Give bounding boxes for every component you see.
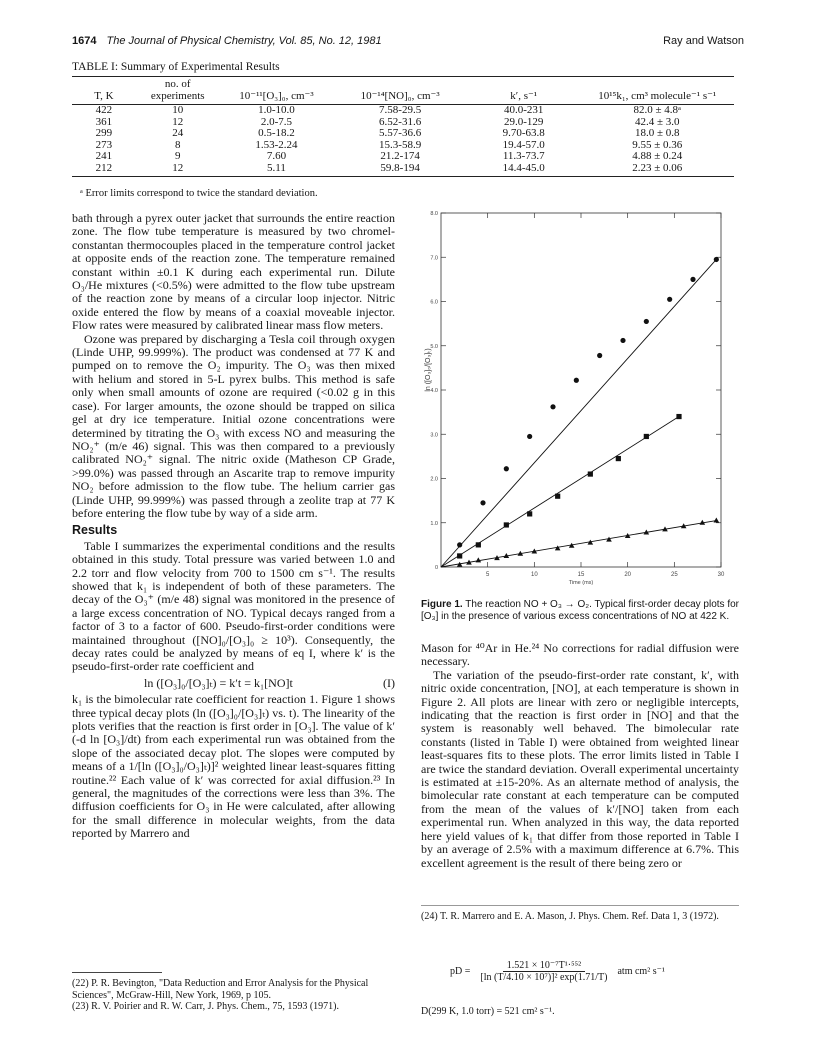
series-circle	[441, 257, 719, 567]
col-header-no: 10⁻¹⁴[NO]₀, cm⁻³	[333, 77, 467, 105]
x-tick-label: 10	[530, 572, 538, 578]
table-cell: 19.4-57.0	[502, 138, 545, 151]
table-row	[72, 163, 734, 177]
table-cell: 212	[72, 163, 136, 177]
y-tick-label: 1.0	[430, 520, 438, 527]
figure-caption	[421, 599, 739, 622]
data-point	[676, 414, 681, 419]
right-column	[421, 642, 739, 870]
table-cell: 4.88 ± 0.24	[632, 150, 683, 162]
table-cell: 9	[174, 150, 181, 162]
table-cell: 273	[95, 138, 113, 151]
data-point	[457, 553, 462, 558]
x-tick-label: 5	[485, 572, 490, 578]
paragraph: The variation of the pseudo-first-order rate constant, k′, with nitric oxide concentration, [NO], at each temperature is shown in Figure 2. All plots are linear with zero or negligible intercepts, indicating that the reaction is first order in [NO] and that the system is reasonably well behaved. The bimolecular rate constants (listed in Table I) were obtained from weighted linear least-squares fits to these plots. The error limits listed in Table I are twice the standard deviation. Overall experimental uncertainty is estimated at ±15-20%. As an alternate method of analysis, the bimolecular rate constant at each temperature can be computed from the mean of the values of k′/[NO] taken from each experimental run. When analyzed in this way, the data reported here yield values of k₁ that differ from those reported in Table I by an average of 2.5% with a maximum difference at 6.7%. This excellent agreement is the result of there being zero or	[421, 667, 739, 870]
running-header	[72, 35, 744, 51]
y-tick-label: 8.0	[430, 211, 438, 217]
figure-caption-label: Figure 1.	[421, 599, 463, 610]
data-point	[527, 434, 532, 439]
table-cell: 7.60	[266, 150, 287, 162]
data-point	[574, 378, 579, 383]
col-header-k1: 10¹⁵k₁, cm³ molecule⁻¹ s⁻¹	[580, 77, 734, 105]
table-cell: 422	[95, 104, 113, 116]
table-cell: 18.0 ± 0.8	[634, 127, 680, 139]
journal-name: The Journal of Physical Chemistry, Vol. 85, No. 12, 1981	[106, 35, 382, 47]
diffusion-value: D(299 K, 1.0 torr) = 521 cm² s⁻¹.	[421, 1006, 555, 1017]
data-point	[644, 434, 649, 439]
table-cell: 42.4 ± 3.0	[634, 115, 680, 128]
paragraph: Table I summarizes the experimental conditions and the results obtained in this study. Total pressure was varied between 1.0 and 2.2 torr and flow velocity from 700 to 1500 cm s⁻¹. The results showed that k₁ is independent of both of these parameters. The decay of the O₃⁺ (m/e 48) signal was monitored in the presence of a large excess concentration of NO. Typical decays ranged from a factor of 3 to a factor of 600. Pseudo-first-order conditions were maintained throughout ([NO]₀/[O₃]₀ ≥ 10³). Consequently, the decay rates could be analyzed by means of eq I, where k′ is the pseudo-first-order rate coefficient and	[72, 538, 395, 674]
table-cell: 21.2-174	[380, 150, 420, 162]
data-point	[555, 494, 560, 499]
table-body	[72, 105, 734, 177]
pd-denominator: [ln (T/4.10 × 10⁷)]² exp(1.71/T)	[480, 972, 608, 983]
data-point	[667, 297, 672, 302]
data-point	[620, 338, 625, 343]
table-cell: 5.57-36.6	[379, 127, 422, 139]
data-point	[644, 319, 649, 324]
section-heading: Results	[72, 523, 118, 538]
table-cell: 9.70-63.8	[502, 127, 545, 139]
footnote-24: (24) T. R. Marrero and E. A. Mason, J. Phys. Chem. Ref. Data 1, 3 (1972).	[421, 911, 719, 922]
table-row	[72, 128, 734, 140]
table-cell: 5.11	[220, 163, 334, 177]
footnote-23: (23) R. V. Poirier and R. W. Carr, J. Phys. Chem., 75, 1593 (1971).	[72, 1001, 340, 1012]
x-tick-label: 25	[670, 572, 678, 578]
pd-numerator: 1.521 × 10⁻⁷T¹·⁵⁵²	[503, 960, 585, 972]
equation-1	[72, 674, 395, 693]
col-header-experiments: no. of experiments	[136, 77, 220, 105]
y-tick-label: 0	[434, 565, 438, 571]
series-triangle	[441, 518, 719, 567]
col-header-o3: 10⁻¹¹[O₃]₀, cm⁻³	[220, 77, 334, 105]
y-tick-label: 4.0	[430, 388, 438, 394]
table-header-row	[72, 77, 734, 105]
series-fit-line	[441, 521, 716, 567]
series-fit-line	[441, 259, 716, 567]
data-point	[690, 277, 695, 282]
table-cell: 24	[172, 127, 184, 139]
header-left	[72, 35, 382, 47]
figure-caption-text: The reaction NO + O₃ → O₂. Typical first-order decay plots for [O₃] in the presence of various excess concentrations of NO at 422 K.	[421, 599, 739, 622]
data-point	[616, 456, 621, 461]
table-cell: 59.8-194	[333, 163, 467, 177]
data-point	[476, 542, 481, 547]
paragraph: Ozone was prepared by discharging a Tesla coil through oxygen (Linde UHP, 99.999%). The product was condensed at 77 K and pumped on to remove the O₂ impurity. The O₃ was then mixed with helium and stored in 5-L pyrex bulbs. This method is safe only when small amounts of ozone are required (<0.02 g in this case). For larger amounts, the ozone should be trapped on silica gel at dry ice temperature. Initial ozone concentrations were determined by titrating the O₃ with excess NO and measuring the NO₂⁺ (m/e 46) signal. This was then compared to a previously calibrated NO₂⁺ signal. The nitric oxide (Matheson CP Grade, >99.0%) was passed through an Ascarite trap to remove impurity NO₂ before admission to the flow tube. The helium carrier gas (Linde UHP, 99.999%) was passed through a zeolite trap at 77 K before entering the flow tube by way of a side arm.	[72, 331, 395, 520]
data-point	[457, 542, 462, 547]
data-point	[504, 522, 509, 527]
table-cell: 8	[174, 138, 181, 151]
table-cell: 2.0-7.5	[260, 115, 293, 128]
data-point	[714, 257, 719, 262]
table-cell: 1.0-10.0	[258, 104, 295, 116]
data-point	[476, 557, 482, 562]
paragraph: bath through a pyrex outer jacket that surrounds the entire reaction zone. The flow tube temperature is measured by two chromel-constantan thermocouples placed in the temperature control jacket at opposite ends of the reaction zone. The temperature remained constant within ±0.1 K during each experimental run. Dilute O₃/He mixtures (<0.5%) were admitted to the flow tube upstream of the reaction zone by means of a circular loop injector. Nitric oxide entered the flow by means of a coaxial moveable injector. Flow rates were measured by calibrated linear mass flow meters.	[72, 211, 395, 333]
figure-1-plot	[421, 205, 733, 591]
plot-frame	[441, 213, 721, 567]
x-tick-label: 30	[717, 572, 725, 578]
x-axis-label: Time (ms)	[568, 580, 594, 586]
footnote-rule	[72, 972, 162, 973]
table-cell: 7.58-29.5	[379, 104, 422, 116]
table-cell: 11.3-73.7	[502, 150, 545, 162]
y-tick-label: 5.0	[430, 343, 438, 350]
table-cell: 9.55 ± 0.36	[632, 138, 683, 151]
table-cell: 82.0 ± 4.8ᵃ	[633, 104, 681, 116]
data-point	[714, 518, 720, 523]
x-tick-label: 20	[624, 572, 632, 578]
x-tick-label: 15	[577, 572, 585, 578]
table-cell: 0.5-18.2	[258, 127, 295, 139]
header-authors: Ray and Watson	[663, 35, 744, 47]
y-tick-label: 3.0	[430, 432, 438, 439]
footnotes-left	[72, 978, 395, 1013]
y-axis-label: ln ([O₃]₀/[O₃]ₜ)	[425, 348, 432, 392]
table-cell: 12	[172, 115, 184, 128]
paragraph: k₁ is the bimolecular rate coefficient for reaction 1. Figure 1 shows three typical decay plots (ln ([O₃]₀/[O₃]ₜ) vs. t). The linearity of the plots verifies that the reaction is first order in [O₃]. The value of k′(-d ln [O₃]/dt) from each experimental run was obtained from the slope of the associated decay plot. The slopes were computed by means of a 1/[ln ([O₃]₀/O₃]ₜ)]² weighted linear least-squares fitting routine.²² Each value of k′ was corrected for axial diffusion.²³ In general, the magnitudes of the corrections were less than 3%. The diffusion coefficients for O₃ in He were calculated, after allowing for the small difference in molecular weights, from the data reported by Marrero and	[72, 692, 395, 841]
table-cell: 12	[136, 163, 220, 177]
table-cell: 1.53-2.24	[255, 138, 298, 151]
table-cell: 14.4-45.0	[467, 163, 581, 177]
pd-units: atm cm² s⁻¹	[617, 966, 665, 977]
table-cell: 15.3-58.9	[379, 138, 422, 151]
left-column	[72, 212, 395, 841]
table-cell: 299	[95, 127, 113, 139]
page-number: 1674	[72, 35, 97, 47]
data-point	[550, 404, 555, 409]
equation-text: ln ([O₃]₀/[O₃]ₜ) = k′t = k₁[NO]t	[144, 675, 293, 690]
table-cell: 10	[172, 104, 184, 116]
table-caption: TABLE I: Summary of Experimental Results	[72, 61, 280, 73]
table-cell: 29.0-129	[503, 115, 544, 128]
col-header-t: T, K	[72, 77, 136, 105]
y-tick-label: 2.0	[430, 476, 438, 483]
data-point	[504, 466, 509, 471]
data-point	[597, 353, 602, 358]
data-point	[527, 511, 532, 516]
table-cell: 2.23 ± 0.06	[580, 163, 734, 177]
table-footnote: ᵃ Error limits correspond to twice the standard deviation.	[80, 188, 318, 199]
col-header-kprime: k′, s⁻¹	[467, 77, 581, 105]
table-row	[72, 105, 734, 117]
results-table	[72, 76, 734, 177]
pd-lhs: pD =	[450, 966, 471, 977]
pd-fraction	[476, 960, 611, 983]
table-cell: 361	[95, 115, 113, 128]
table-cell: 241	[95, 150, 113, 162]
table-cell: 40.0-231	[503, 104, 544, 116]
paragraph: Mason for ⁴⁰Ar in He.²⁴ No corrections for radial diffusion were necessary.	[421, 641, 739, 669]
footnote-22: (22) P. R. Bevington, "Data Reduction and Error Analysis for the Physical Sciences", McGraw-Hill, New York, 1969, p 105.	[72, 978, 369, 1001]
table-cell: 6.52-31.6	[379, 115, 422, 128]
y-tick-label: 7.0	[430, 255, 438, 262]
pd-equation	[450, 960, 740, 983]
table-row	[72, 151, 734, 163]
series-square	[441, 414, 682, 567]
data-point	[588, 471, 593, 476]
equation-label: (I)	[383, 675, 395, 690]
footnote-rule	[421, 905, 739, 906]
y-tick-label: 6.0	[430, 299, 438, 306]
data-point	[480, 500, 485, 505]
